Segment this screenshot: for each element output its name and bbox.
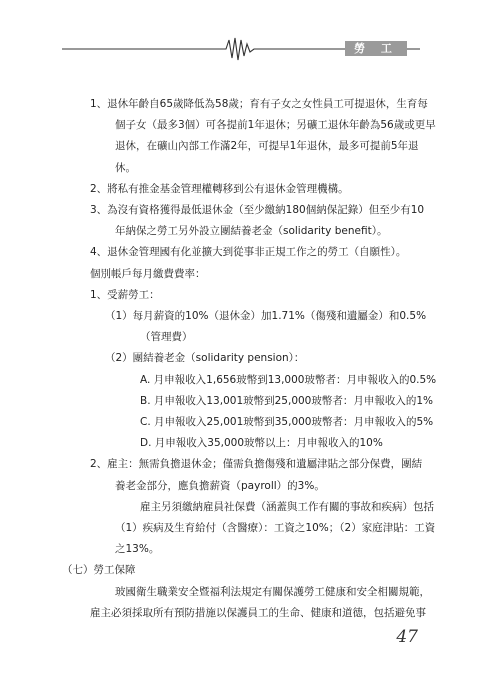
text-line: 2、將私有推金基金管理權轉移到公有退休金管理機構。 [90, 182, 349, 195]
text-line: 年納保之勞工另外設立團結養老金（solidarity benefit）。 [115, 225, 388, 238]
text-line: D. 月申報收入35,000玻幣以上：月申報收入的10% [140, 437, 383, 450]
text-line: B. 月申報收入13,001玻幣到25,000玻幣者：月申報收入的1% [140, 394, 434, 407]
text-line: 1、受薪勞工： [90, 288, 160, 301]
text-line: 個別帳戶每月繳費費率： [90, 267, 206, 280]
text-line: 4、退休金管理國有化並擴大到從事非正規工作之的勞工（自願性）。 [90, 246, 407, 259]
text-line: 休。 [115, 161, 136, 174]
text-line: （1）每月薪資的10%（退休金）加1.71%（傷殘和遺屬金）和0.5% [105, 310, 427, 322]
text-line: （2）團結養老金（solidarity pension）： [105, 352, 305, 365]
text-line: 2、雇主：無需負擔退休金；僅需負擔傷殘和遺屬津貼之部分保費，團結 [90, 458, 423, 471]
text-line: （七）勞工保障 [62, 564, 136, 577]
text-line: 玻國衛生職業安全暨福利法規定有關保護勞工健康和安全相關規範， [115, 585, 430, 598]
text-line: （管理費） [140, 331, 193, 344]
section-title-tab: 勞 工 [345, 41, 407, 56]
text-line: 個子女（最多3個）可各提前1年退休；另礦工退休年齡為56歲或更早 [115, 119, 436, 132]
text-line: 3、為沒有資格獲得最低退休金（至少繳納180個納保記錄）但至少有10 [90, 204, 425, 216]
text-line: 之13%。 [115, 543, 160, 556]
header-rule-with-zigzag-icon [0, 0, 480, 70]
text-line: 1、退休年齡自65歲降低為58歲；育有子女之女性員工可提退休，生育每 [90, 98, 428, 110]
text-line: 退休，在礦山內部工作滿2年，可提早1年退休，最多可提前5年退 [115, 140, 419, 153]
page-number: 47 [396, 627, 418, 647]
page-header [0, 0, 480, 70]
text-line: 雇主另須繳納雇員社保費（涵蓋與工作有關的事故和疾病）包括 [140, 500, 434, 513]
text-line: （1）疾病及生育給付（含醫療）：工資之10%；（2）家庭津貼：工資 [115, 522, 436, 534]
text-line: 雇主必須採取所有預防措施以保護員工的生命、健康和道德，包括避免事 [90, 606, 426, 619]
text-line: C. 月申報收入25,001玻幣到35,000玻幣者：月申報收入的5% [140, 416, 434, 428]
text-line: A. 月申報收入1,656玻幣到13,000玻幣者：月申報收入的0.5% [140, 373, 437, 386]
text-line: 養老金部分，應負擔薪資（payroll）的3%。 [115, 479, 325, 492]
